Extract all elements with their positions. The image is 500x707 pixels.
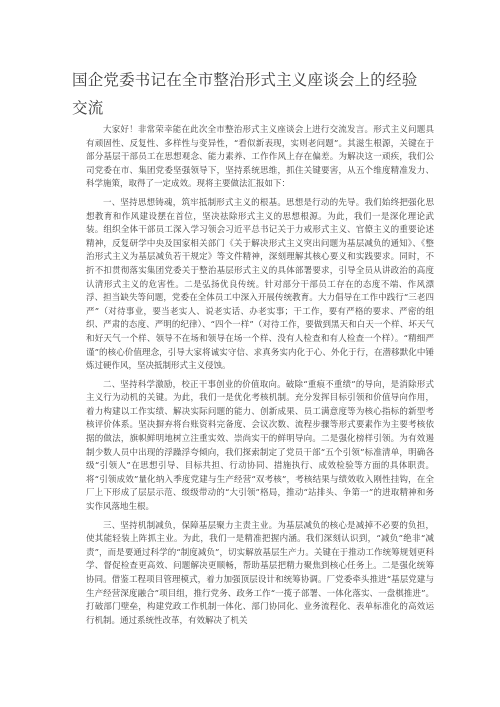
document-body xyxy=(86,124,434,702)
document-title: 国企党委书记在全市整治形式主义座谈会上的经验交流 xyxy=(72,71,418,117)
paragraph-section-2: 二、坚持科学激励，校正干事创业的价值取向。破除“重痕不重绩”的导向，是消除形式主义行为动机的关键。为此，我们一是优化考核机制。充分发挥目标引领和价值导向作用，着力构建以工作实绩、解决实际问题的能力、创新成果、员工满意度等为核心指标的新型考核评价体系。坚决摒弃将台账资料完备度、会议次数、流程步骤等形式要素作为主要考核依据的做法，旗帜鲜明地树立注重实效、崇尚实干的鲜明导向。二是强化榜样引领。为有效遏制少数人员中出现的浮躁浮夸倾向，我们探索制定了党员干部“五个引领”标准清单，明确各级“引领人”在思想引导、目标共担、行动协同、措施执行、成效检验等方面的具体职责。将“引领成效”量化纳入季度党建与生产经营“双考核”，考核结果与绩效收入刚性挂钩，在全厂上下形成了层层示范、级级带动的“大引领”格局，推动“站排头、争第一”的进取精神和务实作风落地生根。 xyxy=(86,379,434,513)
paragraph-intro: 大家好！非常荣幸能在此次全市整治形式主义座谈会上进行交流发言。形式主义问题具有顽固性、反复性、多样性与变异性，“看似新表现，实则老问题”。其滋生根源，关键在于部分基层干部员工在思想观念、能力素养、工作作风上存在偏差。为解决这一顽疾，我们公司党委在市、集团党委坚强领导下，坚持系统思维，抓住关键要害，从五个维度精准发力、科学施策，取得了一定成效。现将主要做法汇报如下： xyxy=(86,125,434,190)
paragraph-section-3: 三、坚持机制减负，保障基层聚力主责主业。为基层减负的核心是减掉不必要的负担，使其能轻装上阵抓主业。为此，我们一是精准把握内涵。我们深刻认识到，“减负”绝非“减责”，而是要通过科学的“制度减负”，切实解放基层生产力。关键在于推动工作统筹规划更科学、督促检查更高效、问题解决更顺畅，帮助基层把精力聚焦到核心任务上。二是强化统筹协同。借鉴工程项目管理模式，着力加强顶层设计和统筹协调。厂党委牵头推进“基层党建与生产经营深度融合”项目组，推行党务、政务工作“一揽子部署、一体化落实、一盘棋推进”。打破部门壁垒，构建党政工作机制一体化、部门协同化、业务流程化、表单标准化的高效运行机制。通过系统性改革，有效解决了机关 xyxy=(86,520,434,626)
paragraph-section-1: 一、坚持思想铸魂，筑牢抵制形式主义的根基。思想是行动的先导。我们始终把强化思想教育和作风建设摆在首位，坚决祛除形式主义的思想根源。为此，我们一是深化理论武装。组织全体干部员工深入学习领会习近平总书记关于力戒形式主义、官僚主义的重要论述精神，反复研学中央及国家相关部门《关于解决形式主义突出问题为基层减负的通知》、《整治形式主义为基层减负若干规定》等文件精神，深刻理解其核心要义和实践要求。同时，不折不扣贯彻落实集团党委关于整治基层形式主义的具体部署要求，引导全员从讲政治的高度认清形式主义的危害性。二是弘扬优良传统。针对部分干部员工存在的态度不端、作风漂浮、担当缺失等问题，党委在全体员工中深入开展传统教育。大力倡导在工作中践行“三老四严”（对待事业，要当老实人、说老实话、办老实事；干工作，要有严格的要求、严密的组织、严肃的态度、严明的纪律）、“四个一样”（对待工作，要做到黑天和白天一个样、坏天气和好天气一个样、领导不在场和领导在场一个样、没有人检查和有人检查一个样）。“精细严谨”的核心价值理念，引导大家将诚实守信、求真务实内化于心、外化于行，在潜移默化中锤炼过硬作风，坚决抵制形式主义侵蚀。 xyxy=(86,197,434,372)
